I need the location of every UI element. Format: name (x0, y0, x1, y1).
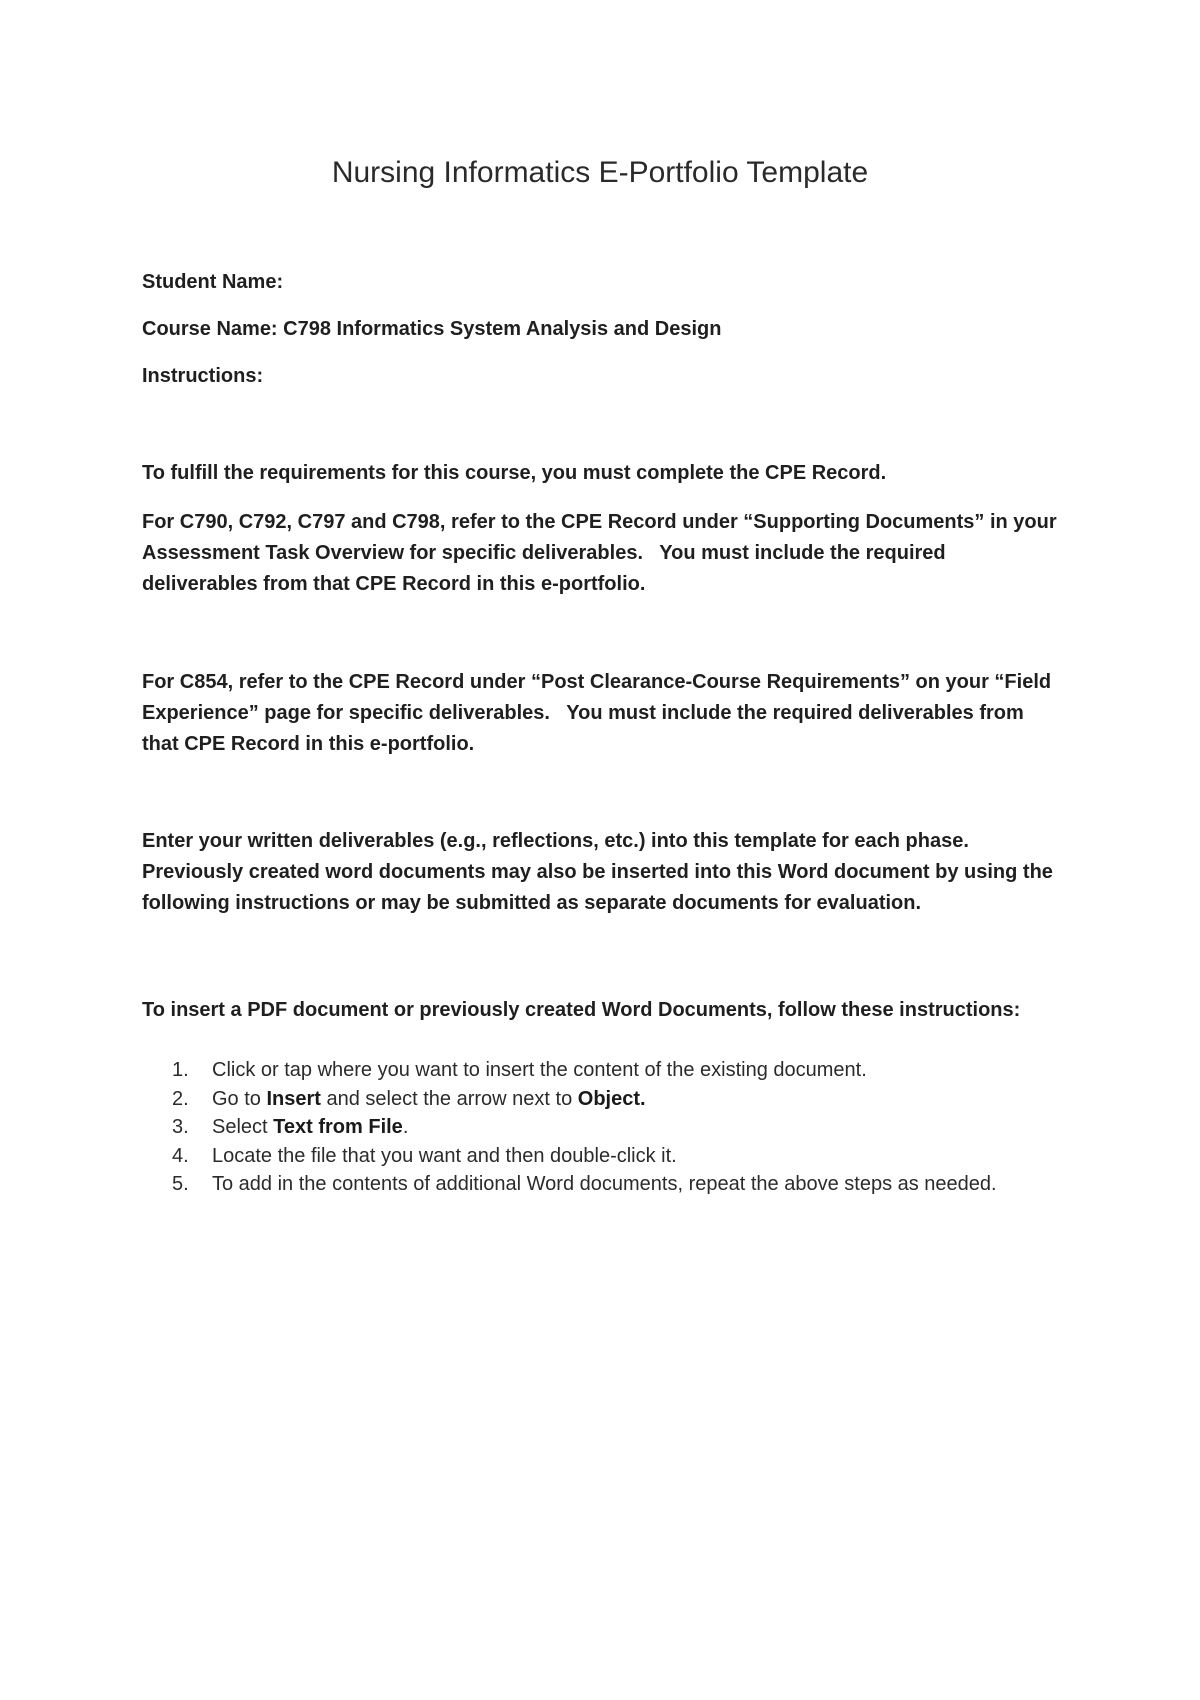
step-number: 1. (172, 1059, 189, 1081)
step-bold-text-from-file: Text from File (273, 1116, 403, 1138)
student-name-label: Student Name: (142, 271, 284, 293)
paragraph-insert-instructions-heading: To insert a PDF document or previously created Word Documents, follow these instructions: (142, 999, 1021, 1021)
step-text: Locate the file that you want and then double-click it. (212, 1144, 677, 1167)
step-number: 4. (172, 1144, 189, 1167)
step-number: 3. (172, 1116, 189, 1138)
list-item (142, 1113, 997, 1142)
step-bold-insert: Insert (266, 1087, 321, 1110)
step-text: . (402, 1116, 409, 1138)
step-number: 2. (172, 1087, 189, 1110)
step-bold-object: Object. (577, 1087, 646, 1110)
step-text: To add in the contents of additional Word documents, repeat the above steps as needed. (212, 1173, 997, 1195)
paragraph-c790-instructions: For C790, C792, C797 and C798, refer to the CPE Record under “Supporting Documents” in your Assessment Task Overview for specific deliverables. You must include the required deliverables from that CPE Record in this e-portfolio. (142, 511, 1062, 595)
list-item (142, 1170, 997, 1199)
step-text: Click or tap where you want to insert the content of the existing document. (212, 1059, 867, 1081)
course-name-label: Course Name: C798 Informatics System Analysis and Design (142, 318, 722, 340)
insert-steps-list (142, 1056, 997, 1199)
step-text: Select (212, 1116, 274, 1138)
paragraph-written-deliverables: Enter your written deliverables (e.g., reflections, etc.) into this template for each phase. Previously created word documents may also be inserted into this Word document by using the following instructions or may be submitted as separate documents for evaluation. (142, 830, 1059, 914)
list-item (142, 1085, 997, 1114)
list-item (142, 1056, 997, 1085)
document-title: Nursing Informatics E-Portfolio Template (331, 156, 869, 189)
paragraph-c854-instructions: For C854, refer to the CPE Record under “Post Clearance-Course Requirements” on your “Field Experience” page for specific deliverables. You must include the required deliverables from that CPE Record in this e-portfolio. (142, 671, 1057, 755)
step-text: Go to (212, 1087, 267, 1110)
step-number: 5. (172, 1173, 189, 1195)
list-item (142, 1142, 997, 1171)
instructions-label: Instructions: (142, 365, 264, 387)
step-text: and select the arrow next to (320, 1087, 578, 1110)
paragraph-cpe-requirement: To fulfill the requirements for this course, you must complete the CPE Record. (142, 462, 887, 484)
